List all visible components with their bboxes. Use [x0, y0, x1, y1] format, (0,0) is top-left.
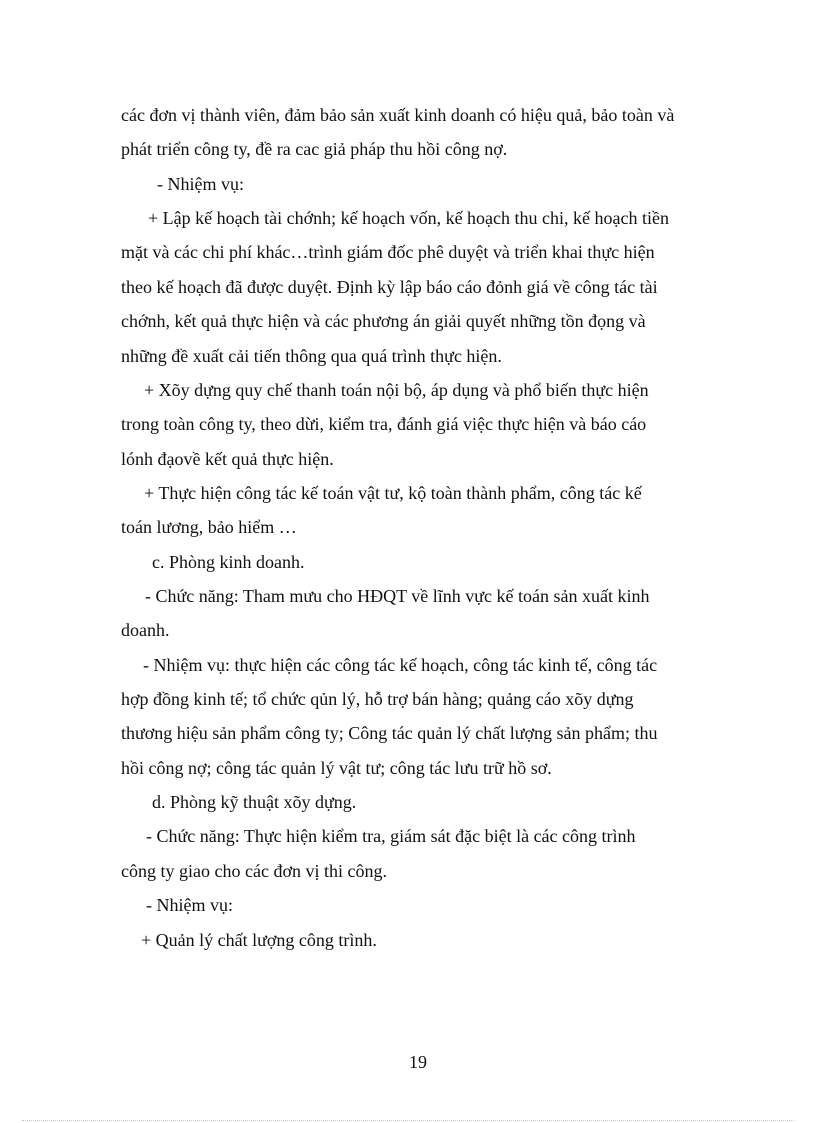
text-line: - Nhiệm vụ: — [157, 174, 244, 194]
text-line: chớnh, kết quả thực hiện và các phương án giải quyết những tồn đọng và — [121, 311, 646, 331]
text-line: hồi công nợ; công tác quản lý vật tư; công tác lưu trữ hồ sơ. — [121, 758, 552, 778]
text-line: những đề xuất cải tiến thông qua quá trình thực hiện. — [121, 346, 502, 366]
text-line: các đơn vị thành viên, đảm bảo sản xuất kinh doanh có hiệu quả, bảo toàn và — [121, 105, 675, 125]
text-line: + Quản lý chất lượng công trình. — [141, 930, 377, 950]
text-line: - Nhiệm vụ: — [146, 895, 233, 915]
section-heading: c. Phòng kinh doanh. — [152, 552, 305, 572]
text-line: + Lập kế hoạch tài chớnh; kế hoạch vốn, kế hoạch thu chi, kế hoạch tiền — [148, 208, 669, 228]
page-border — [22, 1120, 794, 1121]
text-line: + Thực hiện công tác kế toán vật tư, kộ toàn thành phẩm, công tác kế — [144, 483, 642, 503]
page-number: 19 — [409, 1052, 427, 1072]
text-line: - Nhiệm vụ: thực hiện các công tác kế hoạch, công tác kinh tế, công tác — [143, 655, 658, 675]
text-line: toán lương, bảo hiểm … — [121, 517, 297, 537]
text-line: lónh đạovề kết quả thực hiện. — [121, 449, 334, 469]
text-line: - Chức năng: Thực hiện kiểm tra, giám sát đặc biệt là các công trình — [146, 826, 636, 846]
text-line: hợp đồng kinh tế; tổ chức qủn lý, hỗ trợ bán hàng; quảng cáo xõy dựng — [121, 689, 634, 709]
text-line: - Chức năng: Tham mưu cho HĐQT về lĩnh vực kế toán sản xuất kinh — [145, 586, 650, 606]
text-line: mặt và các chi phí khác…trình giám đốc phê duyệt và triển khai thực hiện — [121, 242, 655, 262]
section-heading: d. Phòng kỹ thuật xõy dựng. — [152, 792, 357, 812]
text-line: + Xõy dựng quy chế thanh toán nội bộ, áp dụng và phổ biến thực hiện — [144, 380, 649, 400]
text-line: theo kế hoạch đã được duyệt. Định kỳ lập báo cáo đỏnh giá về công tác tài — [121, 277, 658, 297]
text-line: phát triển công ty, đề ra cac giả pháp thu hồi công nợ. — [121, 139, 508, 159]
text-line: thương hiệu sản phẩm công ty; Công tác quản lý chất lượng sản phẩm; thu — [121, 723, 658, 743]
text-line: doanh. — [121, 620, 170, 640]
text-line: công ty giao cho các đơn vị thi công. — [121, 861, 387, 881]
text-line: trong toàn công ty, theo dừi, kiểm tra, đánh giá việc thực hiện và báo cáo — [121, 414, 647, 434]
